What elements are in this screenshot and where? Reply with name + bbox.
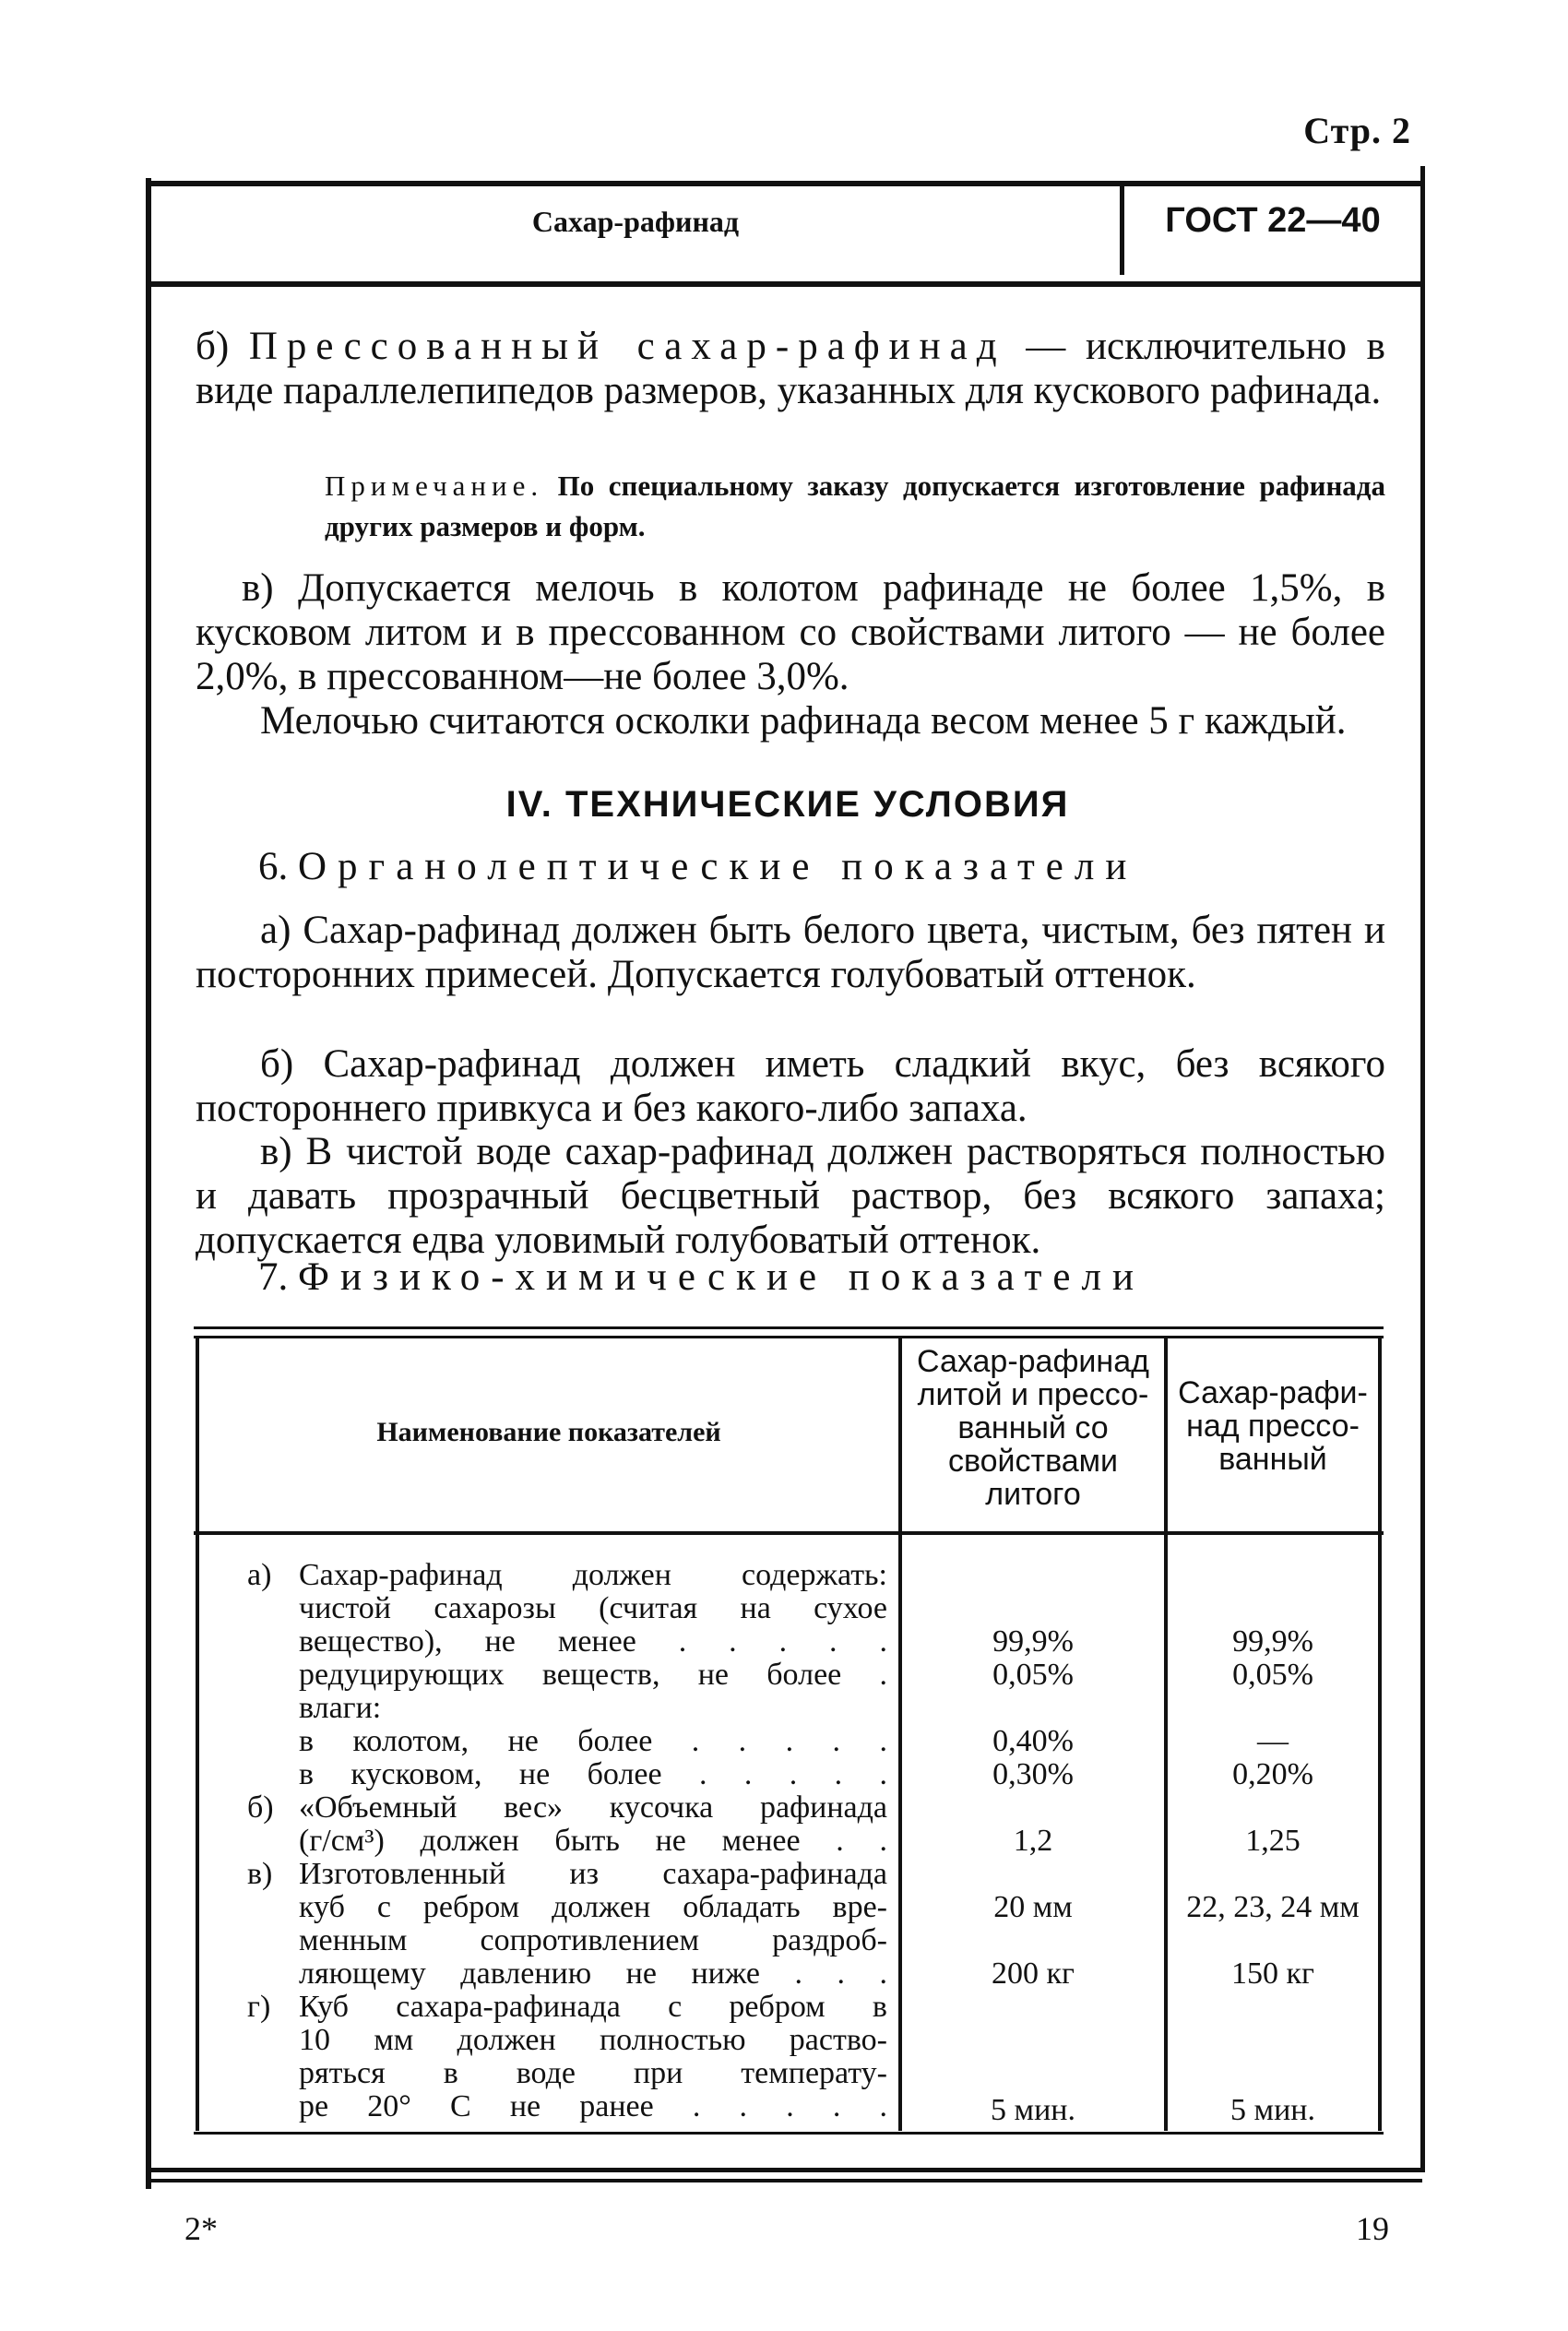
section-7-number: 7.	[258, 1255, 298, 1299]
cell-pressed-sucrose: 99,9%	[1232, 1624, 1313, 1659]
cell-pressed-crush-resistance: 150 кг	[1231, 1956, 1314, 1991]
table-header-cast-line: свойствами	[947, 1444, 1119, 1479]
cell-pressed-reducing: 0,05%	[1232, 1658, 1313, 1692]
row-v-line: ляющему давлению не ниже . . .	[299, 1956, 887, 1991]
row-a-line: редуцирующих веществ, не более .	[299, 1658, 887, 1692]
row-a-line: вещество), не менее . . . . .	[299, 1624, 887, 1659]
header-gost-number: ГОСТ 22—40	[1165, 201, 1381, 240]
row-a-label: а)	[247, 1558, 272, 1592]
footer-rule-2	[148, 2179, 1422, 2182]
table-header-cast-line: Сахар-рафинад	[917, 1344, 1149, 1379]
note-text: По специальному заказу допускается изготовление рафинада других размеров и форм.	[325, 470, 1385, 542]
table-top-rule	[194, 1326, 1384, 1329]
footer-rule	[148, 2168, 1422, 2172]
section-heading-iv: IV. ТЕХНИЧЕСКИЕ УСЛОВИЯ	[505, 784, 1070, 825]
section-6-heading	[258, 844, 1137, 889]
section-7-heading	[258, 1255, 1145, 1300]
row-g-line: ре 20° С не ранее . . . . .	[299, 2089, 887, 2123]
section-6-a: а) Сахар-рафинад должен быть белого цвета, чистым, без пятен и посторонних примесей. Допускается голубоватый оттенок.	[196, 909, 1385, 996]
frame-right-rule	[1420, 166, 1425, 2172]
table-header-name: Наименование показателей	[376, 1417, 721, 1447]
paragraph-b-spaced-term: Прессованный сахар-рафинад	[248, 325, 1006, 368]
row-g-line: Куб сахара-рафинада с ребром в	[299, 1990, 887, 2024]
paragraph-b-prefix: б)	[196, 325, 249, 368]
paragraph-v2: Мелочью считаются осколки рафинада весом менее 5 г каждый.	[260, 699, 1347, 743]
cell-pressed-bulk-density: 1,25	[1245, 1824, 1301, 1858]
row-a-line: чистой сахарозы (считая на сухое	[299, 1591, 887, 1625]
table-header-cast-line: ванный со	[957, 1410, 1109, 1445]
row-g-label: г)	[247, 1990, 271, 2024]
header-top-rule	[148, 181, 1422, 186]
cell-pressed-cube-edge: 22, 23, 24 мм	[1186, 1890, 1360, 1924]
section-6-b: б) Сахар-рафинад должен иметь сладкий вкус, без всякого постороннего привкуса и без какого-либо запаха.	[196, 1042, 1385, 1130]
section-6-v: в) В чистой воде сахар-рафинад должен растворяться полностью и давать прозрачный бесцветный раствор, без всякого запаха; допускается едва уловимый голубоватый оттенок.	[196, 1130, 1385, 1262]
cell-cast-dissolve-time: 5 мин.	[991, 2093, 1075, 2127]
row-v-line: куб с ребром должен обладать вре-	[299, 1890, 887, 1924]
table-header-pressed	[1168, 1376, 1378, 1476]
row-a-title: Сахар-рафинад должен содержать:	[299, 1558, 887, 1592]
cell-cast-moisture-chipped: 0,40%	[992, 1724, 1074, 1758]
header-bottom-rule	[148, 281, 1422, 287]
cell-cast-reducing: 0,05%	[992, 1658, 1074, 1692]
note	[196, 466, 1385, 547]
cell-cast-cube-edge: 20 мм	[993, 1890, 1073, 1924]
row-v-label: в)	[247, 1857, 273, 1891]
cell-pressed-moisture-chipped: —	[1257, 1724, 1289, 1758]
table-header-pressed-line: над прессо-	[1186, 1409, 1360, 1444]
table-header-cast	[902, 1345, 1164, 1511]
footer-signature-mark: 2*	[184, 2210, 218, 2247]
row-v-line: Изготовленный из сахара-рафинада	[299, 1857, 887, 1891]
cell-cast-crush-resistance: 200 кг	[992, 1956, 1075, 1991]
cell-pressed-moisture-lump: 0,20%	[1232, 1757, 1313, 1791]
note-label: Примечание.	[325, 470, 544, 502]
table-header-rule	[194, 1531, 1384, 1535]
cell-cast-bulk-density: 1,2	[1013, 1824, 1053, 1858]
table-header-pressed-line: ванный	[1218, 1442, 1327, 1477]
section-7-title: Физико-химические показатели	[298, 1255, 1145, 1299]
paragraph-b	[196, 325, 1385, 413]
table-header-pressed-line: Сахар-рафи-	[1178, 1375, 1368, 1410]
table-top-rule-2	[194, 1336, 1384, 1338]
table-right-border	[1378, 1338, 1382, 2131]
table-header-cast-line: литого	[985, 1477, 1081, 1512]
row-b-label: б)	[247, 1790, 274, 1825]
row-a-line: в колотом, не более . . . . .	[299, 1724, 887, 1758]
frame-left-rule	[146, 178, 151, 2189]
section-6-title: Органолептические показатели	[298, 845, 1138, 888]
page-label: Стр. 2	[1303, 110, 1411, 151]
cell-pressed-dissolve-time: 5 мин.	[1230, 2093, 1315, 2127]
cell-cast-sucrose: 99,9%	[992, 1624, 1074, 1659]
row-b-line: «Объемный вес» кусочка рафинада	[299, 1790, 887, 1825]
row-g-line: 10 мм должен полностью раство-	[299, 2023, 887, 2057]
table-bottom-rule	[194, 2132, 1384, 2135]
paragraph-v: в) Допускается мелочь в колотом рафинаде не более 1,5%, в кусковом литом и в прессованном со свойствами литого — не более 2,0%, в прессованном—не более 3,0%.	[196, 566, 1385, 698]
paragraph-b-text: — исключительно в виде параллелепипедов размеров, указанных для кускового рафинада.	[196, 325, 1385, 412]
table-header-cast-line: литой и прессо-	[917, 1377, 1149, 1412]
row-b-line: (г/см³) должен быть не менее . .	[299, 1824, 887, 1858]
header-divider	[1120, 181, 1124, 275]
table-left-border	[196, 1338, 199, 2131]
section-6-number: 6.	[258, 845, 298, 888]
cell-cast-moisture-lump: 0,30%	[992, 1757, 1074, 1791]
row-g-line: ряться в воде при температу-	[299, 2056, 887, 2090]
row-a-line: влаги:	[299, 1691, 382, 1725]
row-v-line: менным сопротивлением раздроб-	[299, 1923, 887, 1957]
header-title: Сахар-рафинад	[531, 205, 740, 238]
footer-page-number: 19	[1356, 2210, 1389, 2247]
row-a-line: в кусковом, не более . . . . .	[299, 1757, 887, 1791]
